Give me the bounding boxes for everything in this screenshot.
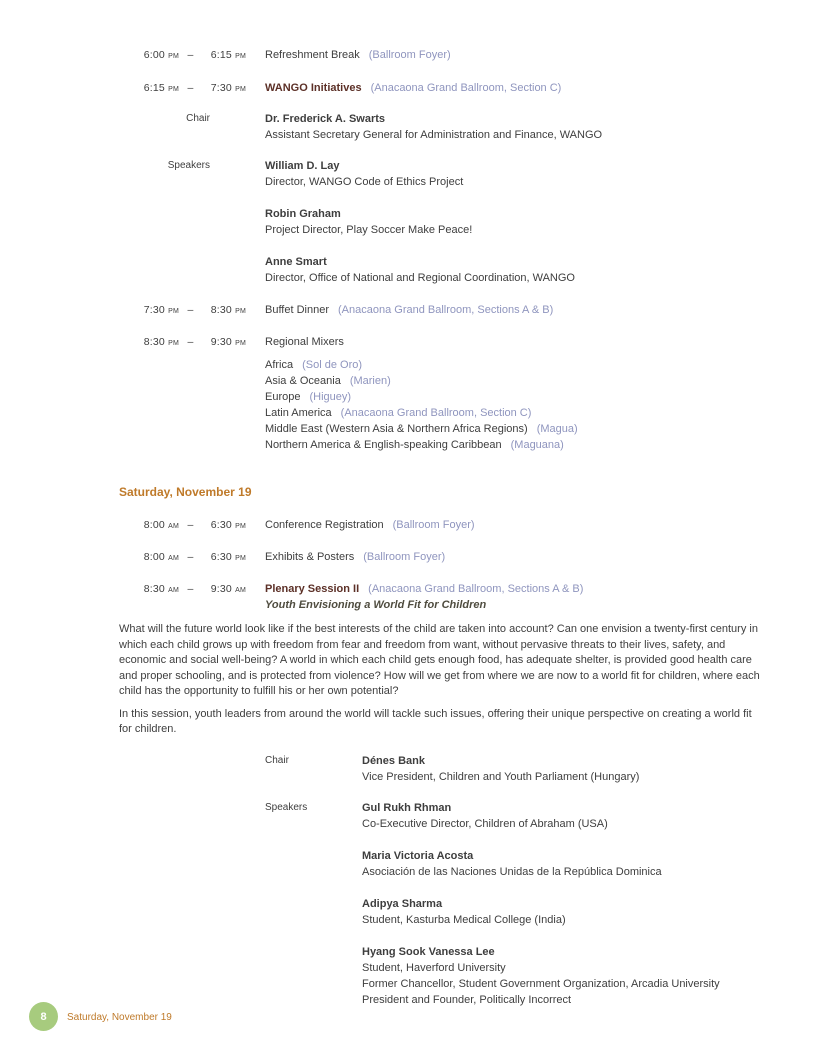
event-location: (Ballroom Foyer) — [363, 551, 446, 563]
event-location: (Anacaona Grand Ballroom, Section C) — [370, 82, 562, 94]
page-number-badge — [29, 1002, 58, 1031]
start-time: 7:30 pm — [143, 304, 179, 316]
person-entry — [362, 800, 720, 832]
chair-label: Chair — [265, 754, 289, 766]
event-time — [129, 302, 246, 318]
person-entry — [362, 848, 720, 880]
event-title: Exhibits & Posters — [265, 551, 355, 563]
end-time: 6:30 pm — [210, 519, 246, 531]
event-cell — [265, 302, 553, 318]
end-time: 9:30 am — [210, 583, 246, 595]
time-dash: – — [187, 49, 194, 61]
person-name: Dr. Frederick A. Swarts — [265, 113, 386, 125]
person-entry — [265, 206, 575, 238]
event-cell — [265, 334, 578, 453]
person-title: President and Founder, Politically Incorrect — [362, 993, 572, 1006]
chair-block — [119, 753, 759, 785]
event-cell — [265, 549, 445, 565]
start-time: 8:30 am — [143, 583, 179, 595]
end-time: 8:30 pm — [210, 304, 246, 316]
event-title-line — [265, 581, 583, 597]
mixer-item — [265, 373, 578, 389]
person-title: Student, Kasturba Medical College (India) — [362, 913, 566, 926]
mixer-item — [265, 357, 578, 373]
person-name: William D. Lay — [265, 160, 340, 172]
schedule-row-refreshment-break — [129, 47, 759, 63]
start-time: 6:00 pm — [143, 49, 179, 61]
event-title: Regional Mixers — [265, 336, 344, 348]
mixer-location: (Anacaona Grand Ballroom, Section C) — [340, 407, 532, 419]
mixer-item — [265, 405, 578, 421]
person-name: Hyang Sook Vanessa Lee — [362, 945, 495, 958]
mixer-region: Asia & Oceania — [265, 375, 341, 387]
mixer-region: Northern America & English-speaking Caribbean — [265, 439, 502, 451]
start-time: 6:15 pm — [143, 82, 179, 94]
event-time — [129, 47, 246, 63]
event-location: (Ballroom Foyer) — [392, 519, 475, 531]
person-entry — [362, 753, 639, 785]
chair-body — [362, 753, 639, 785]
schedule-row-regional-mixers — [129, 334, 759, 453]
speakers-block — [119, 158, 759, 286]
event-time — [129, 80, 246, 96]
person-title: Assistant Secretary General for Administration and Finance, WANGO — [265, 129, 603, 141]
mixer-location: (Magua) — [536, 423, 578, 435]
session-description-paragraph: What will the future world look like if the best interests of the child are taken into account? Can one envision a twenty-first century in which each child grows up with freedom from fear and freedom from want, without pervasive threats to their lives, safety, and economic and social well-being? A world in which each child gets enough food, has adequate shelter, is provided good health care and proper schooling, and is protected from violence? How will we get from where we are now to a world fit for children, where each child has the opportunity to fulfill his or her own potential? — [119, 623, 760, 697]
time-dash: – — [187, 304, 194, 316]
chair-block — [119, 111, 759, 143]
event-title: Plenary Session II — [265, 583, 360, 595]
mixer-region: Europe — [265, 391, 301, 403]
mixer-location: (Marien) — [349, 375, 391, 387]
speakers-block — [119, 800, 759, 1008]
event-time — [129, 581, 246, 613]
person-entry — [362, 896, 720, 928]
person-name: Gul Rukh Rhman — [362, 801, 452, 814]
event-time — [129, 517, 246, 533]
person-name: Anne Smart — [265, 256, 327, 268]
mixer-item — [265, 421, 578, 437]
schedule-row-wango-initiatives — [129, 80, 759, 96]
person-name: Dénes Bank — [362, 754, 425, 767]
schedule-row-conference-registration — [129, 517, 759, 533]
person-title: Student, Haverford University — [362, 961, 506, 974]
event-title: Conference Registration — [265, 519, 384, 531]
mixer-location: (Sol de Oro) — [302, 359, 363, 371]
time-dash: – — [187, 336, 194, 348]
person-title: Former Chancellor, Student Government Organization, Arcadia University — [362, 977, 720, 990]
person-title: Director, Office of National and Regional Coordination, WANGO — [265, 272, 575, 284]
end-time: 6:30 pm — [210, 551, 246, 563]
speakers-label: Speakers — [167, 160, 210, 171]
mixer-list — [265, 357, 578, 453]
day-heading: Saturday, November 19 — [119, 485, 252, 499]
event-location: (Anacaona Grand Ballroom, Sections A & B) — [338, 304, 554, 316]
person-name: Robin Graham — [265, 208, 341, 220]
event-title: WANGO Initiatives — [265, 82, 362, 94]
person-name: Maria Victoria Acosta — [362, 849, 474, 862]
start-time: 8:00 am — [143, 519, 179, 531]
person-title: Director, WANGO Code of Ethics Project — [265, 176, 464, 188]
end-time: 9:30 pm — [210, 336, 246, 348]
time-dash: – — [187, 82, 194, 94]
person-entry — [265, 111, 602, 143]
mixer-location: (Higuey) — [309, 391, 352, 403]
person-entry — [265, 158, 575, 190]
footer-day-label: Saturday, November 19 — [67, 1012, 172, 1023]
speakers-body — [265, 158, 575, 286]
event-cell — [265, 47, 451, 63]
event-time — [129, 549, 246, 565]
chair-label: Chair — [186, 113, 210, 124]
mixer-region: Middle East (Western Asia & Northern Africa Regions) — [265, 423, 528, 435]
event-title: Buffet Dinner — [265, 304, 330, 316]
event-location: (Anacaona Grand Ballroom, Sections A & B) — [368, 583, 584, 595]
event-location: (Ballroom Foyer) — [368, 49, 451, 61]
page-number: 8 — [40, 1010, 47, 1023]
person-title: Vice President, Children and Youth Parliament (Hungary) — [362, 770, 640, 783]
session-subtitle: Youth Envisioning a World Fit for Children — [265, 599, 487, 611]
end-time: 7:30 pm — [210, 82, 246, 94]
page-footer — [0, 1002, 817, 1032]
mixer-region: Latin America — [265, 407, 332, 419]
event-cell — [265, 581, 583, 613]
person-entry — [265, 254, 575, 286]
speakers-body — [362, 800, 720, 1008]
mixer-item — [265, 437, 578, 453]
start-time: 8:00 am — [143, 551, 179, 563]
event-title: Refreshment Break — [265, 49, 360, 61]
end-time: 6:15 pm — [210, 49, 246, 61]
event-cell — [265, 80, 561, 96]
event-time — [129, 334, 246, 453]
chair-body — [265, 111, 602, 143]
person-title: Co-Executive Director, Children of Abraham (USA) — [362, 817, 608, 830]
person-entry — [362, 944, 720, 1008]
mixer-item — [265, 389, 578, 405]
session-description-paragraph: In this session, youth leaders from around the world will tackle such issues, offering their unique perspective on creating a world fit for children. — [119, 707, 752, 735]
mixer-region: Africa — [265, 359, 294, 371]
schedule-row-buffet-dinner — [129, 302, 759, 318]
person-title: Asociación de las Naciones Unidas de la República Dominica — [362, 865, 662, 878]
person-name: Adipya Sharma — [362, 897, 443, 910]
person-title: Project Director, Play Soccer Make Peace! — [265, 224, 473, 236]
time-dash: – — [187, 519, 194, 531]
time-dash: – — [187, 583, 194, 595]
schedule-row-exhibits-posters — [129, 549, 759, 565]
speakers-label: Speakers — [265, 801, 308, 813]
event-cell — [265, 517, 475, 533]
mixer-location: (Maguana) — [510, 439, 564, 451]
time-dash: – — [187, 551, 194, 563]
start-time: 8:30 pm — [143, 336, 179, 348]
schedule-row-plenary-session-2 — [129, 581, 759, 613]
